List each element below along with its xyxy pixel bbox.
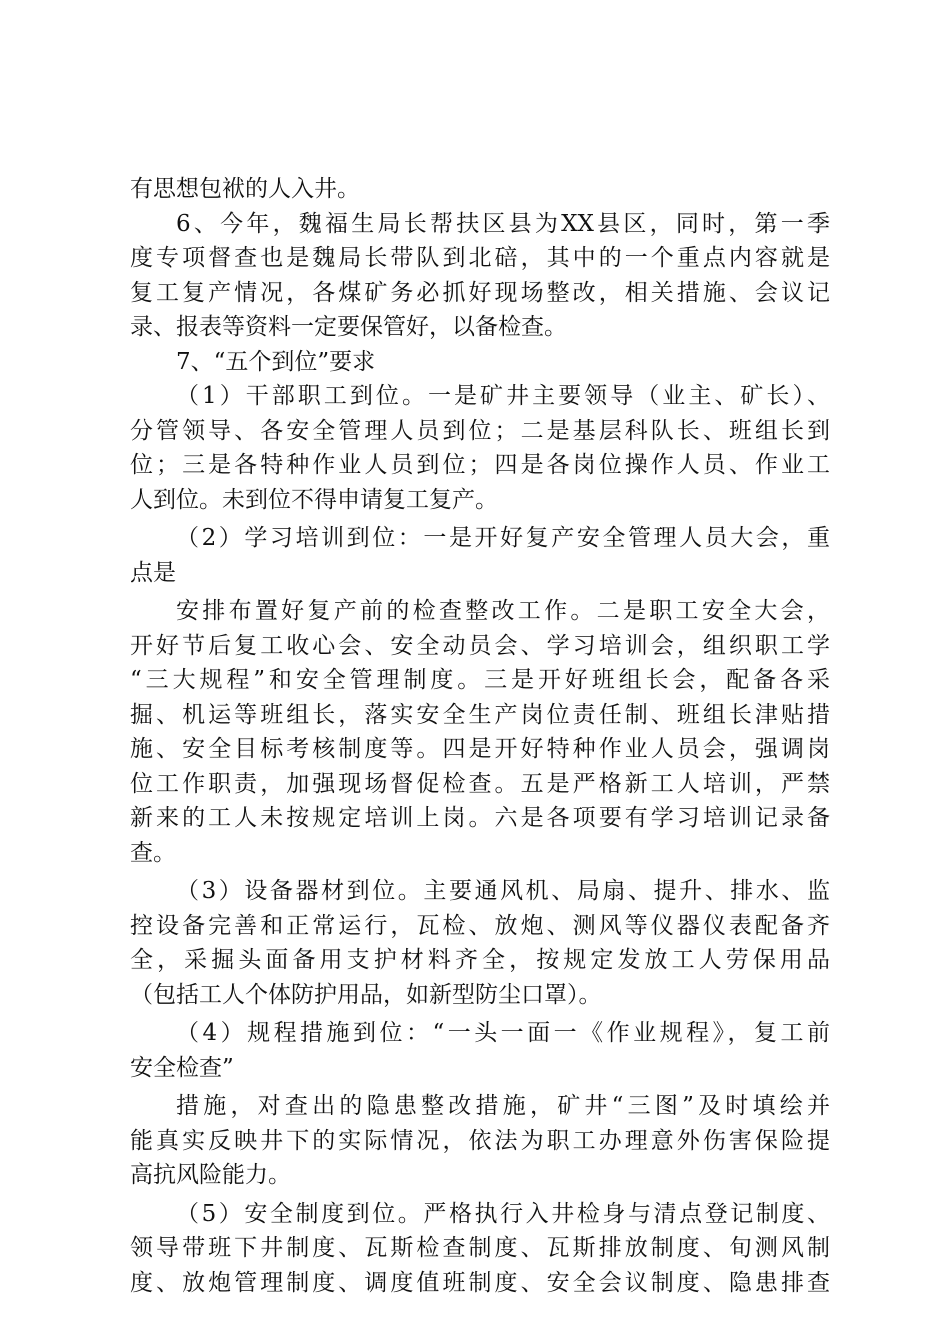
text-line: 点是 bbox=[130, 559, 176, 586]
text-line: 新来的工人未按规定培训上岗。六是各项要有学习培训记录备 bbox=[130, 805, 830, 831]
text-line: 控设备完善和正常运行，瓦检、放炮、测风等仪器仪表配备齐 bbox=[130, 912, 830, 939]
text-line: 录、报表等资料一定要保管好，以备检查。 bbox=[130, 314, 567, 340]
text-line: 复工复产情况，各煤矿务必抓好现场整改，相关措施、会议记 bbox=[130, 279, 830, 306]
text-line: 人到位。未到位不得申请复工复产。 bbox=[130, 486, 498, 513]
text-line: 开好节后复工收心会、安全动员会、学习培训会，组织职工学 bbox=[130, 632, 830, 659]
text-line: （4）规程措施到位：“一头一面一《作业规程》，复工前 bbox=[176, 1020, 830, 1046]
text-line: （3）设备器材到位。主要通风机、局扇、提升、排水、监 bbox=[176, 878, 830, 904]
text-line: 领导带班下井制度、瓦斯检查制度、瓦斯排放制度、旬测风制 bbox=[130, 1235, 830, 1261]
text-line: 掘、机运等班组长，落实安全生产岗位责任制、班组长津贴措 bbox=[130, 701, 830, 728]
text-line: （2）学习培训到位：一是开好复产安全管理人员大会，重 bbox=[176, 525, 830, 551]
text-line: 全，采掘头面备用支护材料齐全，按规定发放工人劳保用品 bbox=[130, 947, 830, 973]
text-line: 查。 bbox=[130, 839, 176, 866]
text-line: 7、“五个到位”要求 bbox=[176, 348, 376, 375]
text-line: “三大规程”和安全管理制度。三是开好班组长会，配备各采 bbox=[130, 667, 830, 693]
text-line: （5）安全制度到位。严格执行入井检身与清点登记制度、 bbox=[176, 1200, 830, 1227]
text-line: 6、今年，魏福生局长帮扶区县为XX县区，同时，第一季 bbox=[176, 210, 830, 237]
text-line: 安全检查” bbox=[130, 1054, 234, 1081]
text-line: 能真实反映井下的实际情况，依法为职工办理意外伤害保险提 bbox=[130, 1127, 830, 1154]
text-line: （包括工人个体防护用品，如新型防尘口罩）。 bbox=[130, 981, 602, 1008]
text-line: 分管领导、各安全管理人员到位；二是基层科队长、班组长到 bbox=[130, 417, 830, 444]
text-line: （1）干部职工到位。一是矿井主要领导（业主、矿长）、 bbox=[176, 383, 830, 409]
text-line: 安排布置好复产前的检查整改工作。二是职工安全大会， bbox=[176, 598, 830, 624]
text-line: 措施，对查出的隐患整改措施，矿井“三图”及时填绘并 bbox=[176, 1093, 830, 1119]
text-line: 高抗风险能力。 bbox=[130, 1162, 291, 1188]
text-line: 度专项督查也是魏局长带队到北碚，其中的一个重点内容就是 bbox=[130, 245, 830, 271]
document-body bbox=[130, 172, 830, 1300]
text-line: 有思想包袱的人入井。 bbox=[130, 176, 360, 202]
text-line: 位；三是各特种作业人员到位；四是各岗位操作人员、作业工 bbox=[130, 452, 830, 478]
text-line: 度、放炮管理制度、调度值班制度、安全会议制度、隐患排查 bbox=[130, 1269, 830, 1296]
text-line: 施、安全目标考核制度等。四是开好特种作业人员会，强调岗 bbox=[130, 736, 830, 762]
text-line: 位工作职责，加强现场督促检查。五是严格新工人培训，严禁 bbox=[130, 770, 830, 797]
